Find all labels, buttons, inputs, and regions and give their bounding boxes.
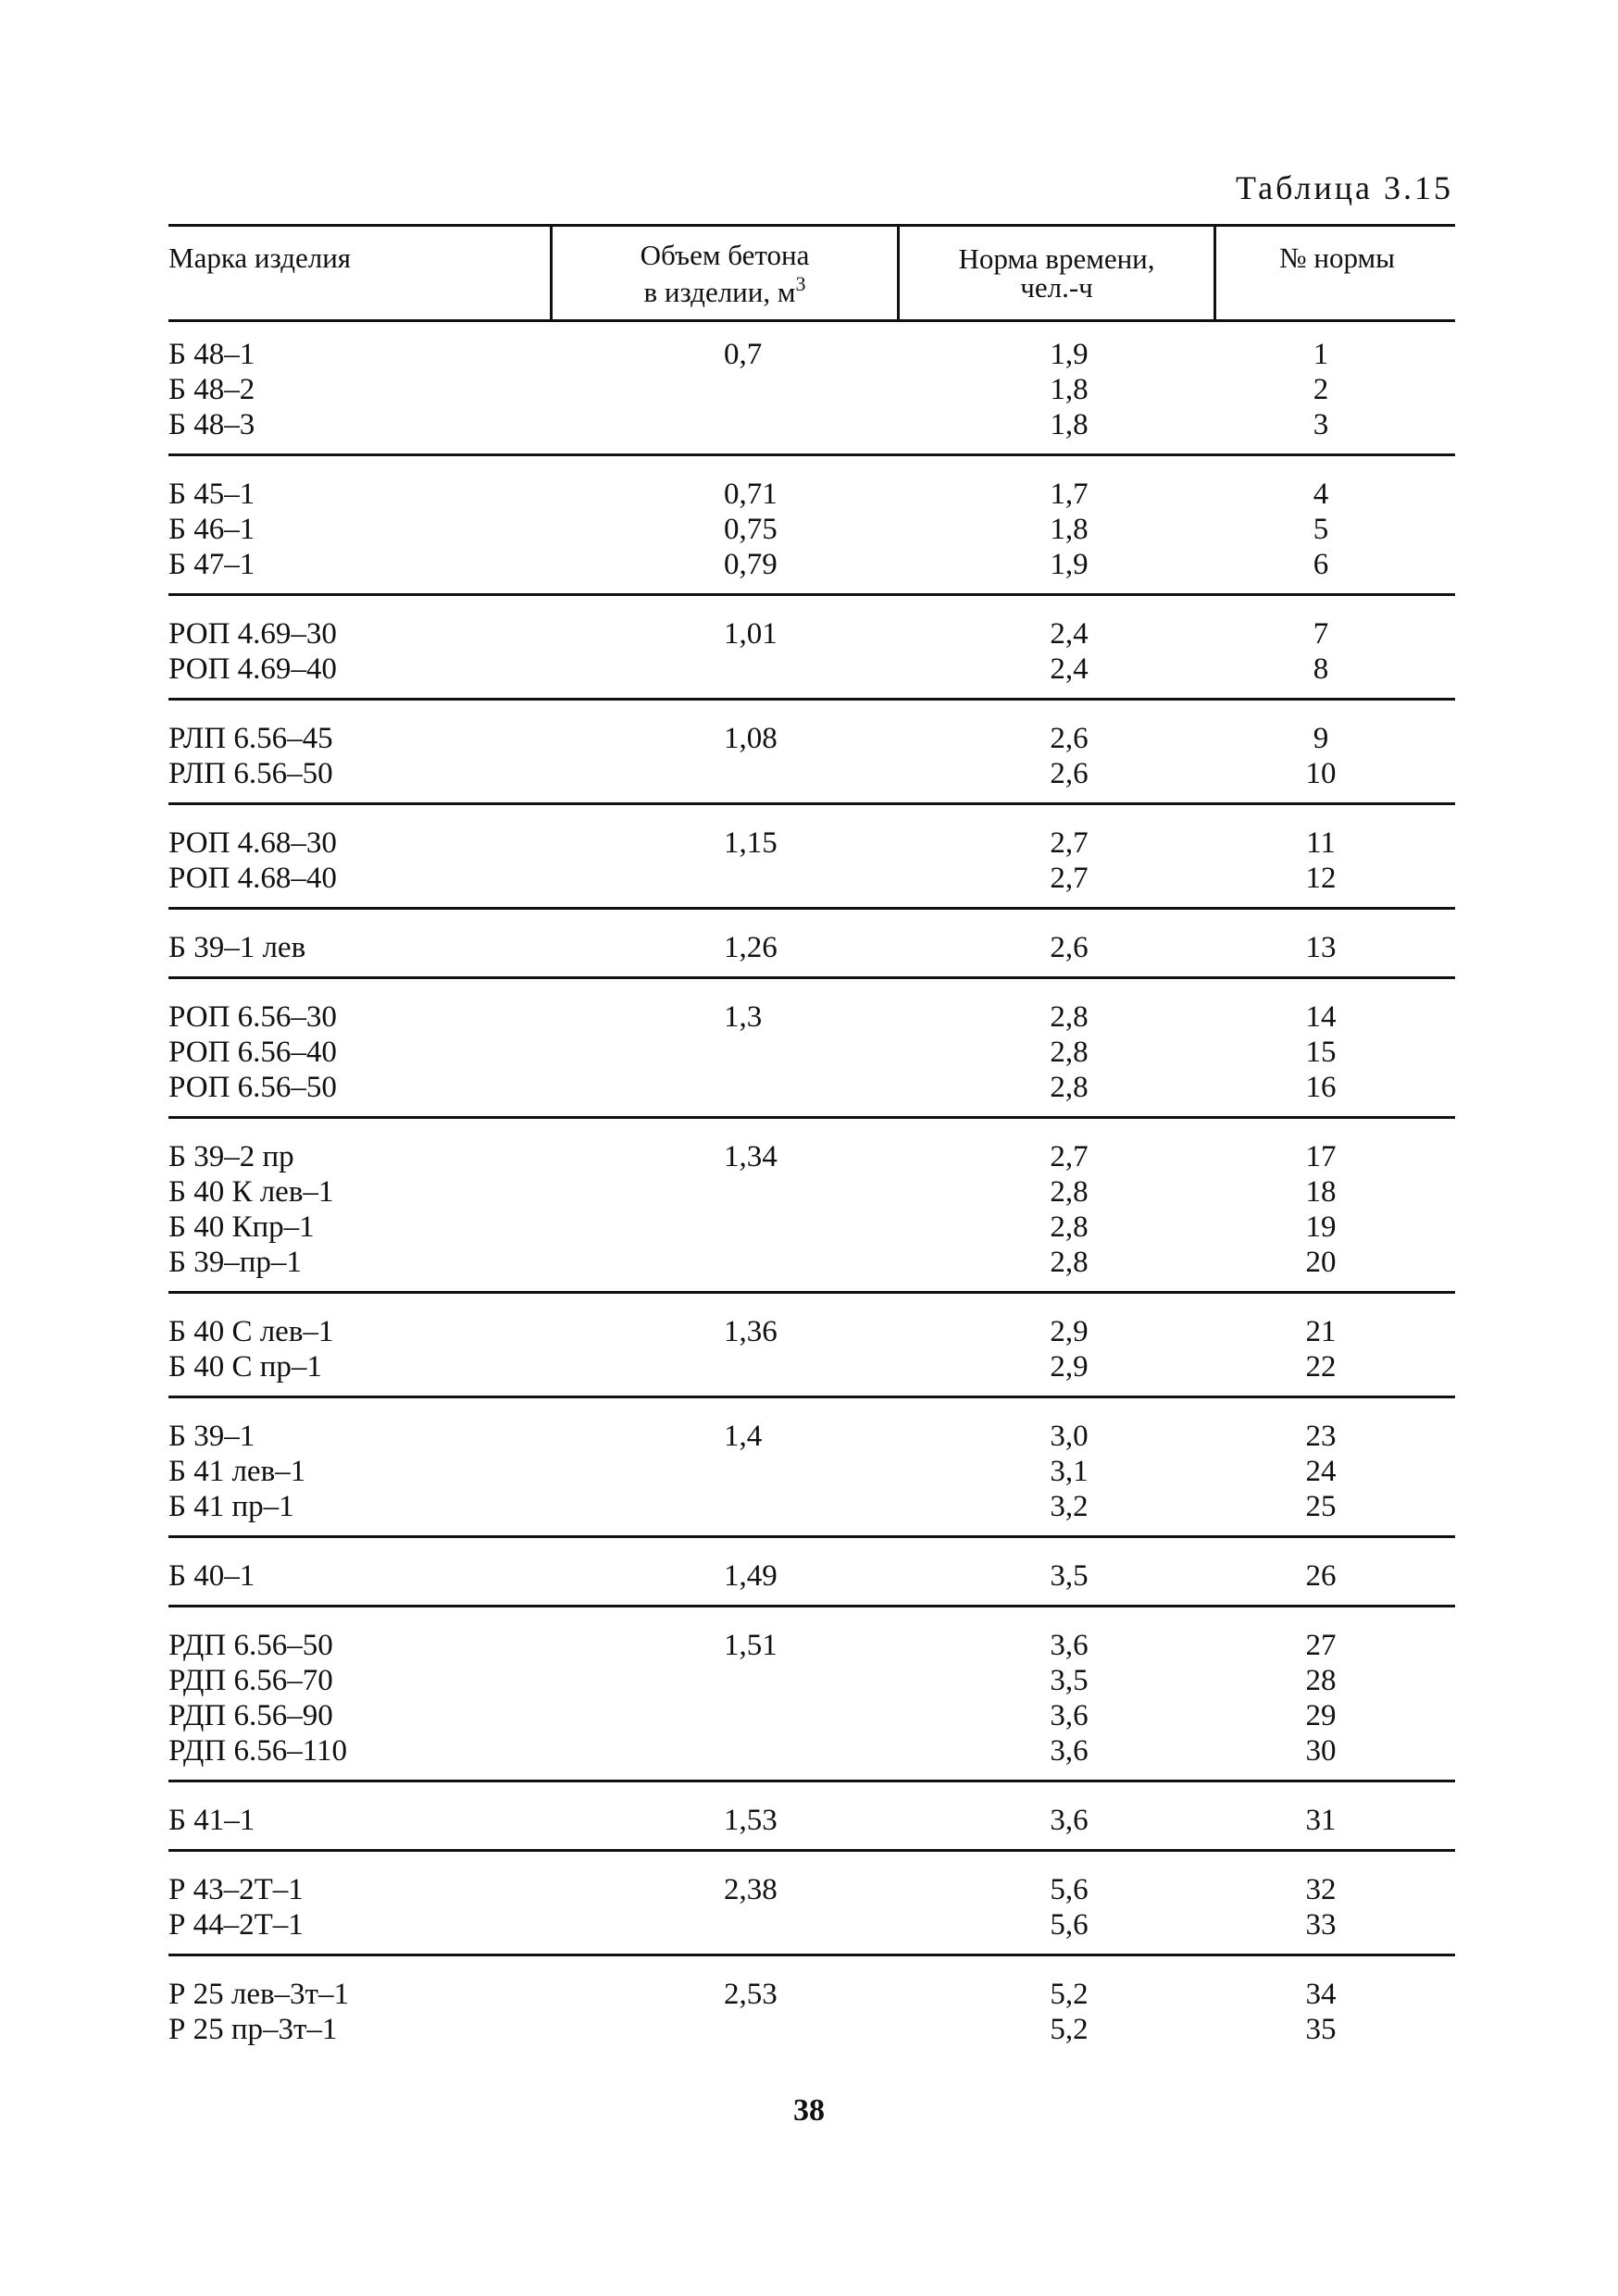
cell-mark: РОП 4.69–30 — [168, 617, 337, 651]
cell-time: 3,6 — [1050, 1699, 1089, 1732]
table-row — [168, 1349, 1455, 1384]
cell-mark: Б 48–1 — [168, 338, 255, 371]
cell-mark: Б 40 Кпр–1 — [168, 1210, 315, 1244]
cell-num: 1 — [1313, 338, 1329, 371]
cell-num: 25 — [1305, 1490, 1337, 1523]
cell-time: 2,7 — [1050, 1140, 1089, 1173]
cell-mark: Б 48–2 — [168, 373, 255, 406]
table-row — [168, 1698, 1455, 1733]
table-row — [168, 1070, 1455, 1105]
table-row — [168, 547, 1455, 582]
table-row — [168, 1977, 1455, 2012]
cell-time: 3,5 — [1050, 1559, 1089, 1593]
cell-volume: 0,75 — [724, 513, 778, 546]
cell-num: 5 — [1313, 513, 1329, 546]
table-row-group — [168, 1398, 1455, 1538]
table-row — [168, 1035, 1455, 1070]
cell-volume: 1,01 — [724, 617, 778, 651]
table-row — [168, 930, 1455, 965]
cell-volume: 1,4 — [724, 1420, 763, 1453]
cell-volume: 0,7 — [724, 338, 763, 371]
cell-volume: 1,53 — [724, 1804, 778, 1837]
cell-time: 2,9 — [1050, 1350, 1089, 1384]
table-row-group — [168, 316, 1455, 456]
cell-num: 12 — [1305, 862, 1337, 895]
table-row — [168, 372, 1455, 407]
table-row — [168, 1210, 1455, 1245]
cell-time: 3,2 — [1050, 1490, 1089, 1523]
header-time-line1: Норма времени, — [958, 242, 1155, 275]
cell-num: 7 — [1313, 617, 1329, 651]
cell-num: 34 — [1305, 1978, 1337, 2011]
table-row — [168, 861, 1455, 896]
cell-num: 31 — [1305, 1804, 1337, 1837]
cell-num: 27 — [1305, 1629, 1337, 1662]
cell-time: 1,7 — [1050, 478, 1089, 511]
cell-num: 16 — [1305, 1071, 1337, 1104]
header-volume — [550, 227, 897, 319]
table-row — [168, 756, 1455, 791]
table-row — [168, 999, 1455, 1035]
header-time — [897, 227, 1214, 319]
cell-num: 29 — [1305, 1699, 1337, 1732]
cell-mark: Б 39–1 — [168, 1420, 255, 1453]
cell-mark: РЛП 6.56–50 — [168, 757, 333, 790]
cell-time: 2,6 — [1050, 722, 1089, 755]
cell-time: 2,8 — [1050, 1210, 1089, 1244]
table-row-group — [168, 1956, 1455, 2058]
cell-mark: РДП 6.56–50 — [168, 1629, 333, 1662]
cell-volume: 1,15 — [724, 826, 778, 860]
cell-time: 1,9 — [1050, 548, 1089, 581]
header-volume-line2 — [644, 269, 806, 306]
table-row — [168, 1174, 1455, 1210]
table-row — [168, 512, 1455, 547]
cell-mark: Б 40 С лев–1 — [168, 1315, 334, 1348]
cell-mark: Б 41–1 — [168, 1804, 255, 1837]
cell-time: 2,9 — [1050, 1315, 1089, 1348]
cell-mark: Б 39–пр–1 — [168, 1246, 302, 1279]
table-row — [168, 1454, 1455, 1489]
cell-mark: Р 44–2Т–1 — [168, 1908, 304, 1942]
header-volume-line1: Объем бетона — [640, 238, 810, 271]
header-volume-sup: 3 — [795, 271, 806, 295]
table-body — [168, 316, 1455, 2058]
cell-num: 8 — [1313, 652, 1329, 686]
cell-num: 9 — [1313, 722, 1329, 755]
cell-time: 1,9 — [1050, 338, 1089, 371]
cell-volume: 1,51 — [724, 1629, 778, 1662]
cell-num: 33 — [1305, 1908, 1337, 1942]
cell-time: 3,6 — [1050, 1734, 1089, 1768]
cell-volume: 0,79 — [724, 548, 778, 581]
table-row — [168, 407, 1455, 442]
table-row-group — [168, 1538, 1455, 1607]
cell-mark: Р 43–2Т–1 — [168, 1873, 304, 1906]
cell-time: 2,8 — [1050, 1175, 1089, 1209]
table-row-group — [168, 596, 1455, 701]
cell-mark: Б 48–3 — [168, 408, 255, 441]
cell-mark: Б 39–1 лев — [168, 931, 306, 964]
cell-num: 17 — [1305, 1140, 1337, 1173]
cell-volume: 0,71 — [724, 478, 778, 511]
cell-mark: Б 41 лев–1 — [168, 1455, 306, 1488]
cell-num: 6 — [1313, 548, 1329, 581]
cell-mark: Б 40–1 — [168, 1559, 255, 1593]
cell-mark: РОП 6.56–50 — [168, 1071, 337, 1104]
cell-num: 30 — [1305, 1734, 1337, 1768]
table-row — [168, 337, 1455, 372]
cell-mark: РОП 4.69–40 — [168, 652, 337, 686]
cell-num: 35 — [1305, 2013, 1337, 2046]
cell-volume: 1,34 — [724, 1140, 778, 1173]
cell-mark: РДП 6.56–110 — [168, 1734, 347, 1768]
cell-mark: РОП 4.68–40 — [168, 862, 337, 895]
cell-volume: 2,53 — [724, 1978, 778, 2011]
table-row — [168, 1419, 1455, 1454]
header-mark — [168, 227, 548, 319]
cell-mark: РЛП 6.56–45 — [168, 722, 333, 755]
table-row — [168, 1907, 1455, 1942]
table-row — [168, 1139, 1455, 1174]
table-row — [168, 825, 1455, 861]
cell-time: 2,4 — [1050, 617, 1089, 651]
table-row-group — [168, 979, 1455, 1119]
cell-num: 13 — [1305, 931, 1337, 964]
cell-mark: РОП 6.56–40 — [168, 1036, 337, 1069]
cell-volume: 1,08 — [724, 722, 778, 755]
table-row — [168, 1803, 1455, 1838]
cell-mark: Б 41 пр–1 — [168, 1490, 294, 1523]
cell-num: 10 — [1305, 757, 1337, 790]
table-row — [168, 1314, 1455, 1349]
header-num-label: № нормы — [1279, 242, 1395, 274]
cell-mark: Б 40 С пр–1 — [168, 1350, 322, 1384]
cell-num: 24 — [1305, 1455, 1337, 1488]
table-row — [168, 477, 1455, 512]
cell-mark: Р 25 лев–3т–1 — [168, 1978, 349, 2011]
cell-num: 19 — [1305, 1210, 1337, 1244]
cell-mark: РДП 6.56–70 — [168, 1664, 333, 1697]
cell-volume: 1,26 — [724, 931, 778, 964]
cell-volume: 1,3 — [724, 1000, 763, 1034]
cell-time: 5,2 — [1050, 1978, 1089, 2011]
cell-time: 2,8 — [1050, 1000, 1089, 1034]
cell-num: 23 — [1305, 1420, 1337, 1453]
cell-time: 2,7 — [1050, 826, 1089, 860]
cell-num: 22 — [1305, 1350, 1337, 1384]
table-row-group — [168, 1119, 1455, 1294]
table-row-group — [168, 1607, 1455, 1782]
cell-num: 28 — [1305, 1664, 1337, 1697]
cell-num: 2 — [1313, 373, 1329, 406]
table-row — [168, 721, 1455, 756]
cell-num: 14 — [1305, 1000, 1337, 1034]
header-num — [1214, 227, 1458, 319]
cell-time: 5,6 — [1050, 1908, 1089, 1942]
header-time-line2: чел.-ч — [1020, 271, 1093, 304]
cell-time: 5,6 — [1050, 1873, 1089, 1906]
cell-time: 3,0 — [1050, 1420, 1089, 1453]
cell-mark: РОП 4.68–30 — [168, 826, 337, 860]
table-row — [168, 1558, 1455, 1594]
cell-num: 21 — [1305, 1315, 1337, 1348]
cell-time: 1,8 — [1050, 513, 1089, 546]
cell-num: 11 — [1306, 826, 1336, 860]
cell-time: 2,8 — [1050, 1036, 1089, 1069]
table-row — [168, 1663, 1455, 1698]
cell-time: 3,5 — [1050, 1664, 1089, 1697]
cell-num: 18 — [1305, 1175, 1337, 1209]
cell-time: 2,8 — [1050, 1246, 1089, 1279]
page-number: 38 — [793, 2093, 825, 2128]
table-row-group — [168, 456, 1455, 596]
table-row — [168, 616, 1455, 652]
table-row-group — [168, 1852, 1455, 1956]
cell-time: 2,6 — [1050, 757, 1089, 790]
cell-num: 15 — [1305, 1036, 1337, 1069]
cell-time: 2,6 — [1050, 931, 1089, 964]
table-row-group — [168, 1782, 1455, 1852]
header-volume-line2-text: в изделии, м — [643, 275, 796, 308]
cell-mark: Б 47–1 — [168, 548, 255, 581]
cell-num: 26 — [1305, 1559, 1337, 1593]
cell-time: 1,8 — [1050, 373, 1089, 406]
cell-mark: Р 25 пр–3т–1 — [168, 2013, 338, 2046]
cell-time: 1,8 — [1050, 408, 1089, 441]
table-row — [168, 652, 1455, 687]
cell-mark: Б 39–2 пр — [168, 1140, 294, 1173]
table-row — [168, 1872, 1455, 1907]
cell-time: 5,2 — [1050, 2013, 1089, 2046]
cell-volume: 1,49 — [724, 1559, 778, 1593]
table-row — [168, 1733, 1455, 1769]
cell-mark: Б 46–1 — [168, 513, 255, 546]
table-caption: Таблица 3.15 — [1236, 169, 1453, 206]
cell-time: 3,6 — [1050, 1804, 1089, 1837]
header-mark-label: Марка изделия — [168, 242, 352, 274]
cell-volume: 1,36 — [724, 1315, 778, 1348]
cell-mark: Б 40 К лев–1 — [168, 1175, 334, 1209]
cell-time: 2,8 — [1050, 1071, 1089, 1104]
cell-mark: Б 45–1 — [168, 478, 255, 511]
table-header — [168, 224, 1455, 322]
cell-volume: 2,38 — [724, 1873, 778, 1906]
cell-num: 3 — [1313, 408, 1329, 441]
cell-mark: РОП 6.56–30 — [168, 1000, 337, 1034]
cell-num: 20 — [1305, 1246, 1337, 1279]
cell-time: 2,4 — [1050, 652, 1089, 686]
table-row — [168, 1628, 1455, 1663]
cell-time: 3,1 — [1050, 1455, 1089, 1488]
table-row — [168, 2012, 1455, 2047]
cell-time: 3,6 — [1050, 1629, 1089, 1662]
cell-num: 4 — [1313, 478, 1329, 511]
table-row-group — [168, 910, 1455, 979]
cell-time: 2,7 — [1050, 862, 1089, 895]
table-row — [168, 1245, 1455, 1280]
table-row-group — [168, 805, 1455, 910]
table-row-group — [168, 1294, 1455, 1398]
cell-num: 32 — [1305, 1873, 1337, 1906]
cell-mark: РДП 6.56–90 — [168, 1699, 333, 1732]
table-row — [168, 1489, 1455, 1524]
table-row-group — [168, 701, 1455, 805]
